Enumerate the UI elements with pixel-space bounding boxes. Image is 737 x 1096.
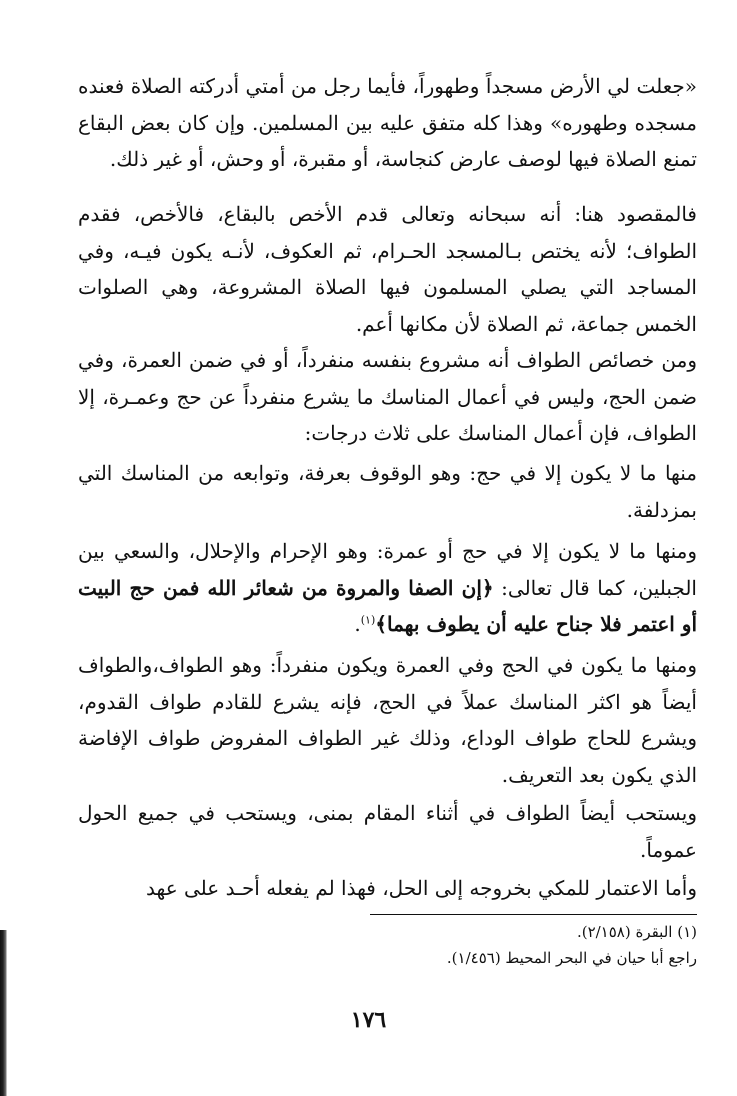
paragraph-5 bbox=[78, 533, 697, 643]
page-number: ١٧٦ bbox=[350, 1007, 387, 1033]
paragraph-8: وأما الاعتمار للمكي بخروجه إلى الحل، فهذا لم يفعله أحـد على عهد bbox=[146, 876, 697, 900]
footnote-ref: (١) bbox=[360, 613, 376, 627]
footnote-1: (١) البقرة (٢/١٥٨). bbox=[576, 923, 697, 941]
paragraph-6: ومنها ما يكون في الحج وفي العمرة ويكون منفرداً: وهو الطواف،والطواف أيضاً هو اكثر المناسك عملاً في الحج، فإنه يشرع للقادم طواف القدوم، ويشرع للحاج طواف الوداع، وذلك غير الطواف المفروض طواف الإفاضة الذي يكون بعد التعريف. bbox=[78, 653, 697, 787]
binding-edge-shadow bbox=[0, 930, 7, 1096]
paragraph-1: «جعلت لي الأرض مسجداً وطهوراً، فأيما رجل من أمتي أدركته الصلاة فعنده مسجده وطهوره» وهذا كله متفق عليه بين المسلمين. وإن كان بعض البقاع تمنع الصلاة فيها لوصف عارض كنجاسة، أو مقبرة، أو وحش، أو غير ذلك. bbox=[78, 74, 697, 171]
paragraph-5-text: ومنها ما لا يكون إلا في حج أو عمرة: وهو الإحرام والإحلال، والسعي بين الجبلين، كما قال تعالى: bbox=[78, 539, 697, 600]
paragraph-7: ويستحب أيضاً الطواف في أثناء المقام بمنى، ويستحب في جميع الحول عموماً. bbox=[78, 801, 697, 862]
paragraph-2: فالمقصود هنا: أنه سبحانه وتعالى قدم الأخص بالبقاع، فالأخص، فقدم الطواف؛ لأنه يختص بـالمسجد الحـرام، ثم العكوف، لأنـه يكون فيـه، وفي المساجد التي يصلي المسلمون فيها الصلاة المشروعة، وهي الصلوات الخمس جماعة، ثم الصلاة لأن مكانها أعم. bbox=[78, 202, 697, 336]
paragraph-3: ومن خصائص الطواف أنه مشروع بنفسه منفرداً، أو في ضمن العمرة، وفي ضمن الحج، وليس في أعمال المناسك ما يشرع منفرداً عن حج وعمـرة، إلا الطواف، فإن أعمال المناسك على ثلاث درجات: bbox=[78, 348, 697, 445]
paragraph-5-end: . bbox=[354, 612, 361, 636]
footnote-2: راجع أبا حيان في البحر المحيط (١/٤٥٦). bbox=[446, 949, 697, 967]
quran-verse: ﴿إن الصفا والمروة من شعائر الله فمن حج البيت أو اعتمر فلا جناح عليه أن يطوف بهما﴾ bbox=[78, 575, 697, 636]
footnote-divider bbox=[370, 914, 697, 915]
paragraph-4: منها ما لا يكون إلا في حج: وهو الوقوف بعرفة، وتوابعه من المناسك التي بمزدلفة. bbox=[78, 461, 697, 522]
